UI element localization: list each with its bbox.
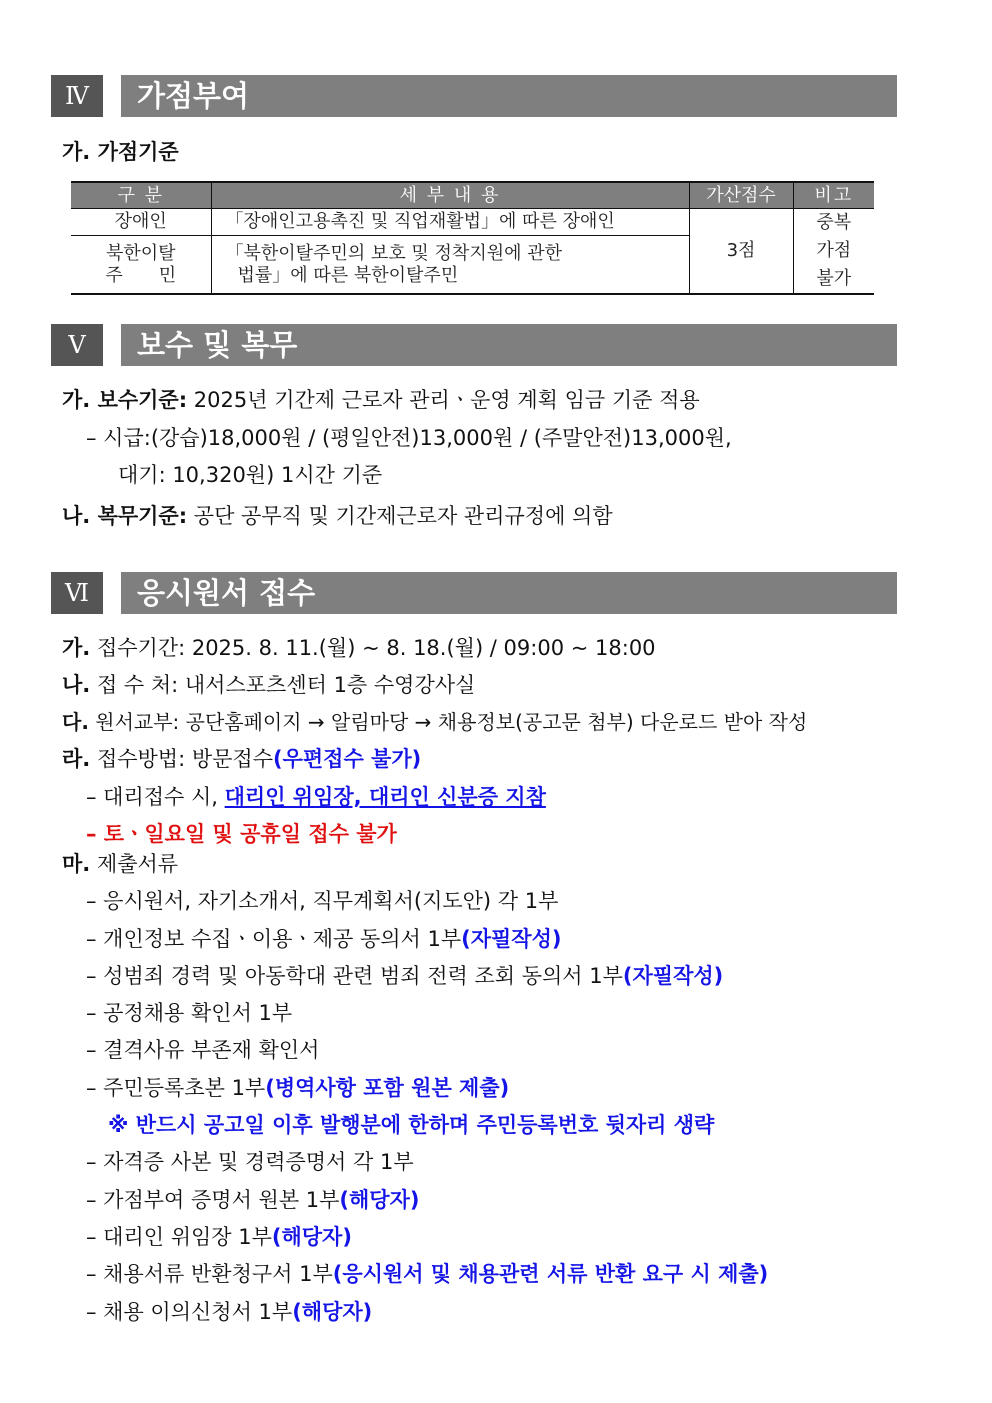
list-item: – 대리인 위임장 1부(해당자) — [86, 1225, 352, 1249]
header-note: 비고 — [793, 182, 874, 209]
section-title: 가점부여 — [121, 75, 897, 117]
section-header-5 — [51, 324, 897, 366]
header-category: 구 분 — [71, 182, 211, 209]
note-line: 가점 — [816, 240, 852, 261]
section-title: 응시원서 접수 — [121, 572, 897, 614]
cell-detail — [211, 236, 689, 294]
holiday-notice: – 토ㆍ일요일 및 공휴일 접수 불가 — [86, 822, 397, 846]
list-item: – 결격사유 부존재 확인서 — [86, 1038, 320, 1062]
application-place: 나. 접 수 처: 내서스포츠센터 1층 수영강사실 — [62, 673, 476, 697]
cell-category — [71, 236, 211, 294]
cell-note — [793, 209, 874, 295]
cell-score: 3점 — [689, 209, 793, 295]
required-documents: 마. 제출서류 — [62, 852, 179, 876]
section-number: Ⅵ — [51, 572, 103, 614]
list-item: – 성범죄 경력 및 아동학대 관련 범죄 전력 조회 동의서 1부(자필작성) — [86, 964, 724, 988]
application-method: 라. 접수방법: 방문접수(우편접수 불가) — [62, 747, 422, 771]
duty-criteria: 나. 복무기준: 공단 공무직 및 기간제근로자 관리규정에 의함 — [62, 504, 613, 528]
list-item: – 공정채용 확인서 1부 — [86, 1001, 293, 1025]
application-period: 가. 접수기간: 2025. 8. 11.(월) ~ 8. 18.(월) / 09:00 ~ 18:00 — [62, 636, 656, 660]
hourly-wage: – 시급:(강습)18,000원 / (평일안전)13,000원 / (주말안전)13,000원, — [86, 426, 732, 450]
detail-line: 법률」에 따른 북한이탈주민 — [237, 264, 459, 286]
list-item: – 개인정보 수집ㆍ이용ㆍ제공 동의서 1부(자필작성) — [86, 927, 562, 951]
section-header-4 — [51, 75, 897, 117]
list-item: – 주민등록초본 1부(병역사항 포함 원본 제출) — [86, 1076, 510, 1100]
list-item-notice: ※ 반드시 공고일 이후 발행분에 한하며 주민등록번호 뒷자리 생략 — [108, 1113, 715, 1137]
bonus-points-table — [71, 181, 874, 295]
category-line: 북한이탈 — [105, 242, 176, 264]
header-detail: 세 부 내 용 — [211, 182, 689, 209]
pay-criteria: 가. 보수기준: 2025년 기간제 근로자 관리ㆍ운영 계획 임금 기준 적용 — [62, 388, 700, 412]
section-number: Ⅴ — [51, 324, 103, 366]
note-line: 중복 — [816, 212, 852, 233]
cell-category: 장애인 — [71, 209, 211, 236]
list-item: – 자격증 사본 및 경력증명서 각 1부 — [86, 1150, 414, 1174]
subheading-bonus-criteria: 가. 가점기준 — [62, 140, 179, 164]
form-distribution: 다. 원서교부: 공단홈페이지 → 알림마당 → 채용정보(공고문 첨부) 다운로드 받아 작성 — [62, 710, 808, 734]
list-item: – 가점부여 증명서 원본 1부(해당자) — [86, 1188, 420, 1212]
list-item: – 응시원서, 자기소개서, 직무계획서(지도안) 각 1부 — [86, 889, 559, 913]
note-line: 불가 — [816, 268, 852, 289]
category-line: 주 민 — [105, 264, 177, 286]
header-score: 가산점수 — [689, 182, 793, 209]
detail-line: 「북한이탈주민의 보호 및 정착지원에 관한 — [225, 242, 562, 264]
proxy-application: – 대리접수 시, 대리인 위임장, 대리인 신분증 지참 — [86, 785, 546, 809]
cell-detail: 「장애인고용촉진 및 직업재활법」에 따른 장애인 — [211, 209, 689, 236]
section-title: 보수 및 복무 — [121, 324, 897, 366]
list-item: – 채용서류 반환청구서 1부(응시원서 및 채용관련 서류 반환 요구 시 제출) — [86, 1262, 769, 1286]
section-number: Ⅳ — [51, 75, 103, 117]
table-header-row — [71, 182, 874, 209]
table-row — [71, 209, 874, 236]
list-item: – 채용 이의신청서 1부(해당자) — [86, 1300, 373, 1324]
hourly-wage-cont: 대기: 10,320원) 1시간 기준 — [118, 463, 383, 487]
section-header-6 — [51, 572, 897, 614]
